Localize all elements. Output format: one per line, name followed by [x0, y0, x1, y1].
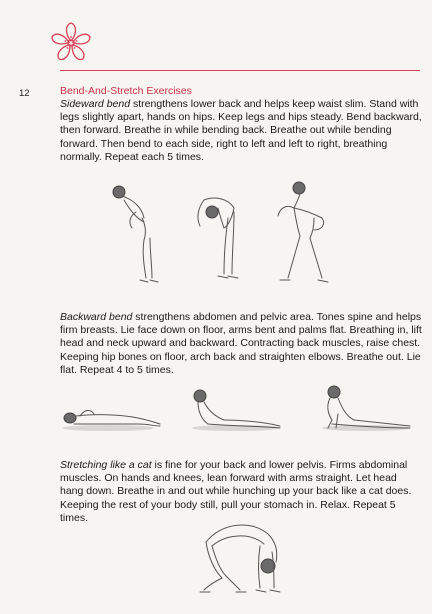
- figure-lying-flat: [62, 410, 160, 431]
- header-rule: [60, 70, 420, 71]
- exercise-text: is fine for your back and lower pelvis. Firms abdominal muscles. On hands and knees, lean forward with arms straight. Let head hang down. Breathe in and out while hunching up your back like a cat does. Keeping the rest of your body still, pull your stomach in. Relax. Repeat 5 times.: [60, 459, 412, 524]
- figure-chest-raised: [322, 386, 410, 431]
- exercise-text: strengthens abdomen and pelvic area. Tones spine and helps firm breasts. Lie face down on floor, arms bent and palms flat. Breathing in, lift head and neck upward and backward. Contracting back muscles, raise chest. Keeping hip bones on floor, arch back and straighten elbows. Breathe out. Lie flat. Repeat 4 to 5 times.: [60, 311, 422, 376]
- section-title: Bend-And-Stretch Exercises: [60, 85, 192, 97]
- figure-bend-side: [278, 182, 328, 282]
- cat-stretch-illustration: [196, 516, 292, 596]
- backward-bend-illustration: [58, 384, 418, 436]
- exercise-name: Backward bend: [60, 311, 133, 323]
- figure-bend-back: [113, 186, 158, 282]
- figure-head-lifted: [192, 390, 280, 431]
- exercise-name: Sideward bend: [60, 98, 131, 110]
- exercise-text: strengthens lower back and helps keep waist slim. Stand with legs slightly apart, hands on hips. Keep legs and hips steady. Bend backward, then forward. Breathe in while bending back. Breathe out while bending forward. Then bend to each side, right to left and left to right, breathing normally. Repeat each 5 times.: [60, 98, 422, 163]
- flower-icon: [48, 20, 94, 66]
- page-number: 12: [19, 88, 30, 99]
- exercise-name: Stretching like a cat: [60, 459, 152, 471]
- exercise-paragraph-sideward-bend: [60, 98, 422, 164]
- exercise-paragraph-backward-bend: [60, 311, 422, 377]
- figure-bend-forward: [198, 198, 238, 278]
- sideward-bend-illustration: [100, 178, 350, 290]
